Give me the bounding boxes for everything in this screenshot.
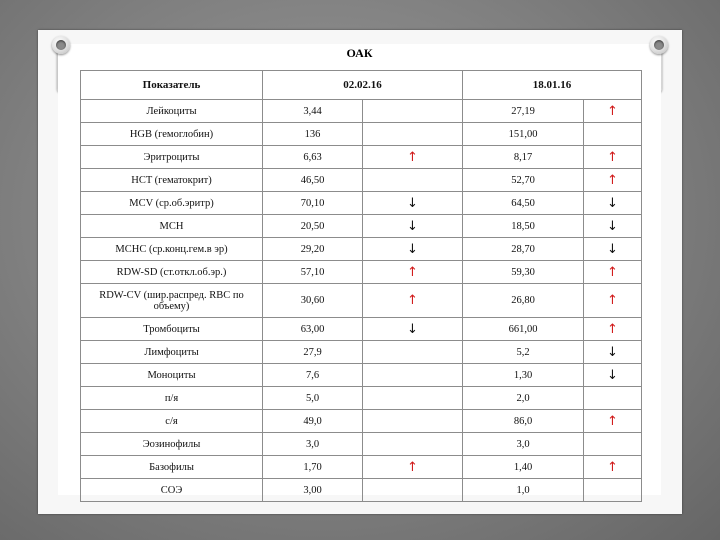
param-name: HCT (гематокрит) <box>81 169 263 192</box>
value-date2: 151,00 <box>463 123 584 146</box>
value-date2: 28,70 <box>463 238 584 261</box>
arrow-date1 <box>363 123 463 146</box>
value-date1: 70,10 <box>263 192 363 215</box>
value-date1: 7,6 <box>263 364 363 387</box>
value-date1: 30,60 <box>263 284 363 318</box>
value-date1: 57,10 <box>263 261 363 284</box>
results-table <box>80 70 642 502</box>
table-row <box>81 341 642 364</box>
value-date1: 136 <box>263 123 363 146</box>
header-param: Показатель <box>81 71 263 100</box>
param-name: Тромбоциты <box>81 318 263 341</box>
arrow-date2: ↑ <box>584 284 642 318</box>
table-row <box>81 238 642 261</box>
param-name: с/я <box>81 410 263 433</box>
arrow-date2: ↑ <box>584 410 642 433</box>
value-date2: 661,00 <box>463 318 584 341</box>
arrow-date2: ↓ <box>584 238 642 261</box>
value-date2: 86,0 <box>463 410 584 433</box>
table-row <box>81 215 642 238</box>
value-date1: 6,63 <box>263 146 363 169</box>
arrow-date2 <box>584 123 642 146</box>
param-name: HGB (гемоглобин) <box>81 123 263 146</box>
value-date1: 3,44 <box>263 100 363 123</box>
value-date1: 3,0 <box>263 433 363 456</box>
arrow-date2: ↓ <box>584 215 642 238</box>
value-date2: 18,50 <box>463 215 584 238</box>
param-name: MCHC (ср.конц.гем.в эр) <box>81 238 263 261</box>
arrow-date2 <box>584 387 642 410</box>
table-row <box>81 387 642 410</box>
param-name: Моноциты <box>81 364 263 387</box>
param-name: RDW-SD (ст.откл.об.эр.) <box>81 261 263 284</box>
value-date2: 26,80 <box>463 284 584 318</box>
value-date2: 1,30 <box>463 364 584 387</box>
value-date2: 1,40 <box>463 456 584 479</box>
table-row <box>81 364 642 387</box>
param-name: Базофилы <box>81 456 263 479</box>
value-date1: 46,50 <box>263 169 363 192</box>
param-name: MCV (ср.об.эритр) <box>81 192 263 215</box>
value-date2: 27,19 <box>463 100 584 123</box>
table-row <box>81 479 642 502</box>
value-date1: 1,70 <box>263 456 363 479</box>
table-row <box>81 456 642 479</box>
param-name: RDW-CV (шир.распред. RBC по объему) <box>81 284 263 318</box>
table-row <box>81 261 642 284</box>
value-date1: 49,0 <box>263 410 363 433</box>
arrow-date1: ↓ <box>363 238 463 261</box>
arrow-date1: ↑ <box>363 284 463 318</box>
param-name: Лейкоциты <box>81 100 263 123</box>
table-row <box>81 123 642 146</box>
value-date2: 5,2 <box>463 341 584 364</box>
table-row <box>81 410 642 433</box>
arrow-date2: ↓ <box>584 364 642 387</box>
page-title: ОАК <box>346 46 373 60</box>
table-row <box>81 169 642 192</box>
arrow-date2: ↑ <box>584 100 642 123</box>
value-date2: 64,50 <box>463 192 584 215</box>
value-date1: 5,0 <box>263 387 363 410</box>
arrow-date1: ↓ <box>363 215 463 238</box>
table-row <box>81 192 642 215</box>
arrow-date1 <box>363 387 463 410</box>
binder-ring-right <box>650 36 668 54</box>
param-name: Лимфоциты <box>81 341 263 364</box>
content-panel <box>58 44 661 495</box>
table-row <box>81 318 642 341</box>
table-row <box>81 433 642 456</box>
header-date2: 18.01.16 <box>463 71 642 100</box>
table-row <box>81 100 642 123</box>
arrow-date2: ↓ <box>584 192 642 215</box>
arrow-date2: ↑ <box>584 146 642 169</box>
param-name: Эозинофилы <box>81 433 263 456</box>
arrow-date2: ↑ <box>584 456 642 479</box>
value-date1: 29,20 <box>263 238 363 261</box>
header-date1: 02.02.16 <box>263 71 463 100</box>
table-row <box>81 146 642 169</box>
arrow-date1: ↓ <box>363 318 463 341</box>
arrow-date1 <box>363 100 463 123</box>
value-date2: 52,70 <box>463 169 584 192</box>
arrow-date1 <box>363 169 463 192</box>
param-name: MCH <box>81 215 263 238</box>
arrow-date1 <box>363 341 463 364</box>
arrow-date2 <box>584 433 642 456</box>
param-name: п/я <box>81 387 263 410</box>
arrow-date2: ↑ <box>584 261 642 284</box>
param-name: СОЭ <box>81 479 263 502</box>
value-date1: 27,9 <box>263 341 363 364</box>
arrow-date2: ↑ <box>584 169 642 192</box>
arrow-date1 <box>363 479 463 502</box>
arrow-date2: ↑ <box>584 318 642 341</box>
value-date2: 2,0 <box>463 387 584 410</box>
value-date1: 3,00 <box>263 479 363 502</box>
binder-ring-left <box>52 36 70 54</box>
arrow-date1: ↑ <box>363 456 463 479</box>
param-name: Эритроциты <box>81 146 263 169</box>
value-date1: 63,00 <box>263 318 363 341</box>
arrow-date1 <box>363 433 463 456</box>
table-row <box>81 284 642 318</box>
arrow-date1: ↓ <box>363 192 463 215</box>
arrow-date1 <box>363 410 463 433</box>
arrow-date1 <box>363 364 463 387</box>
value-date2: 3,0 <box>463 433 584 456</box>
arrow-date1: ↑ <box>363 261 463 284</box>
value-date2: 59,30 <box>463 261 584 284</box>
arrow-date2 <box>584 479 642 502</box>
value-date2: 8,17 <box>463 146 584 169</box>
arrow-date2: ↓ <box>584 341 642 364</box>
header-row <box>81 71 642 100</box>
value-date1: 20,50 <box>263 215 363 238</box>
arrow-date1: ↑ <box>363 146 463 169</box>
value-date2: 1,0 <box>463 479 584 502</box>
